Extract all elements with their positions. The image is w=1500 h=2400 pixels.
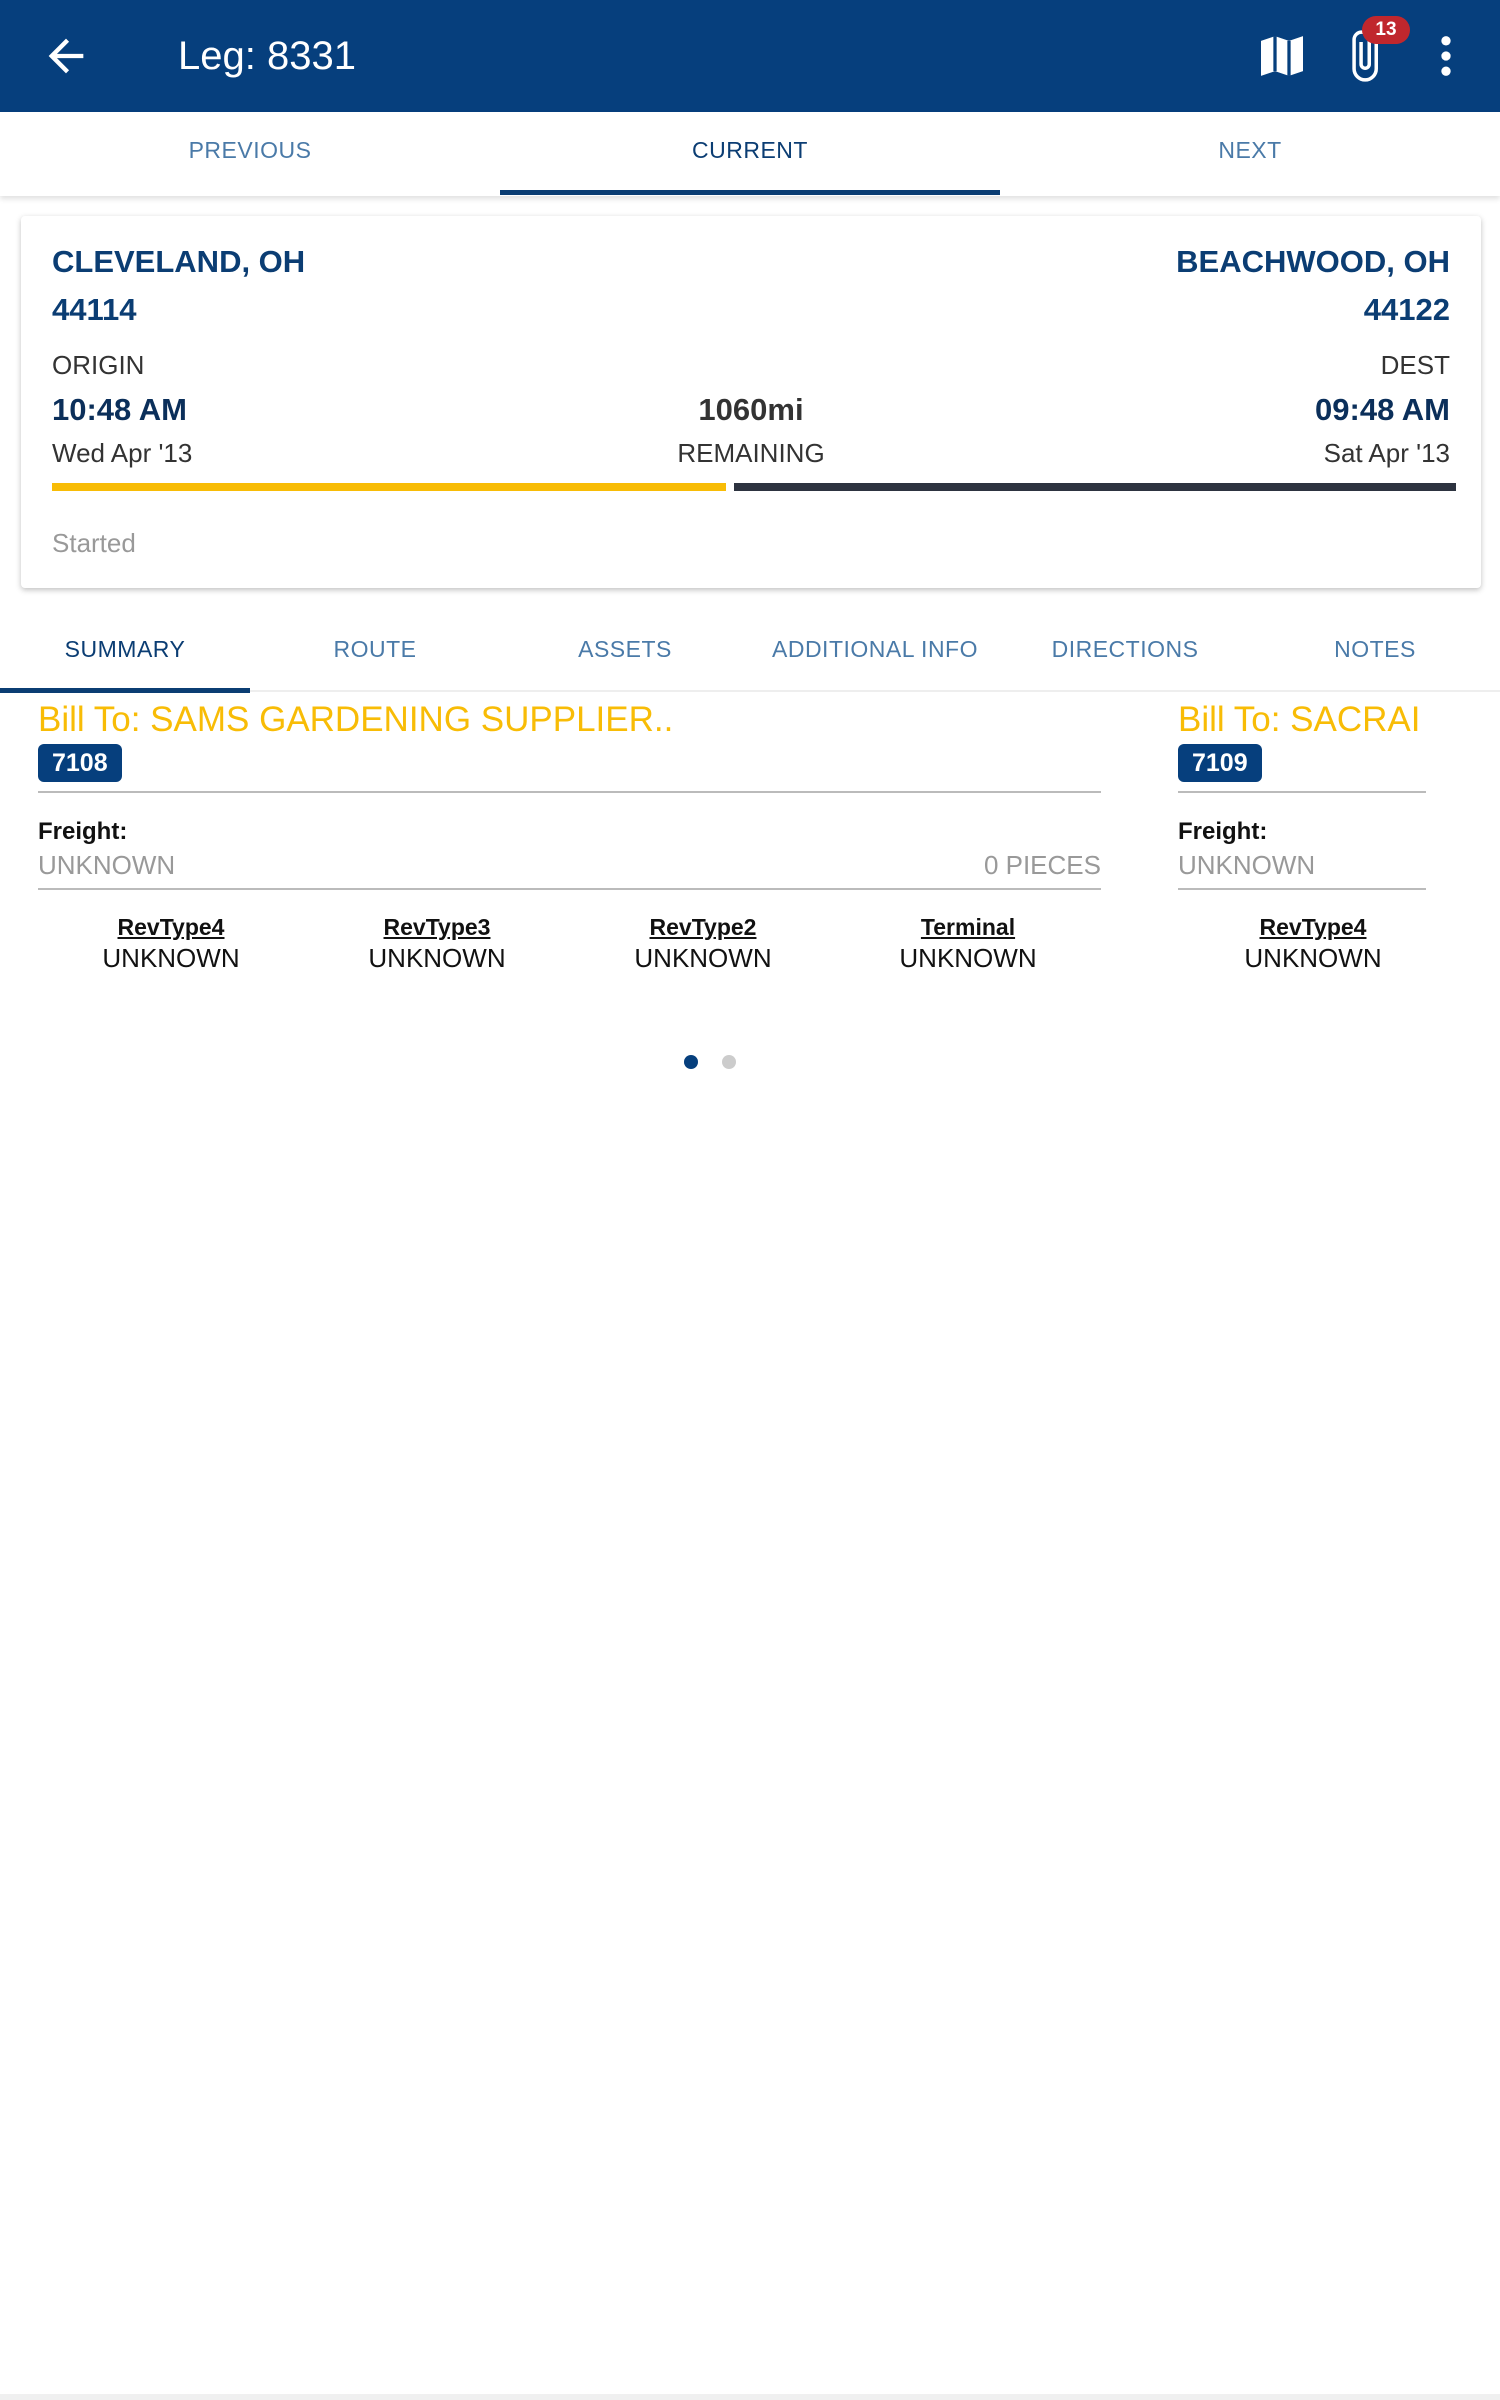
divider	[1178, 791, 1426, 793]
rev-field-label: RevType3	[383, 914, 491, 940]
leg-summary-card	[21, 216, 1481, 588]
origin-date: Wed Apr '13	[52, 438, 193, 468]
dest-zip: 44122	[1363, 292, 1450, 327]
origin-time: 10:48 AM	[52, 392, 187, 427]
tab-previous[interactable]: PREVIOUS	[188, 137, 312, 163]
order-card[interactable]	[38, 700, 1101, 980]
page-dot[interactable]	[722, 1055, 736, 1069]
page-dot[interactable]	[684, 1055, 698, 1069]
rev-field-label: RevType4	[1259, 914, 1367, 940]
progress-completed	[52, 483, 726, 491]
freight-value: UNKNOWN	[1178, 850, 1316, 880]
tab-directions[interactable]: DIRECTIONS	[1051, 636, 1199, 662]
origin-zip: 44114	[52, 292, 137, 327]
dest-time: 09:48 AM	[1315, 392, 1450, 427]
bill-to: Bill To: SAMS GARDENING SUPPLIER..	[38, 700, 674, 739]
rev-field-value: UNKNOWN	[899, 943, 1037, 973]
dest-date: Sat Apr '13	[1323, 438, 1450, 468]
attachment-count-badge: 13	[1362, 16, 1410, 44]
divider	[38, 888, 1101, 890]
tab-current[interactable]: CURRENT	[692, 137, 808, 163]
order-number-badge: 7109	[1178, 744, 1262, 782]
app-bar	[0, 0, 1500, 112]
rev-field	[1178, 914, 1426, 974]
dest-city: BEACHWOOD, OH	[1176, 244, 1450, 279]
divider	[1178, 888, 1426, 890]
back-arrow-icon[interactable]	[40, 30, 92, 82]
leg-status: Started	[52, 528, 136, 558]
origin-city: CLEVELAND, OH	[52, 244, 306, 279]
pieces-count: 0 PIECES	[983, 850, 1101, 880]
tab-notes[interactable]: NOTES	[1334, 636, 1416, 662]
leg-navigation-tabs	[0, 112, 1500, 196]
freight-value: UNKNOWN	[38, 850, 176, 880]
active-subtab-indicator	[0, 688, 250, 693]
rev-field-value: UNKNOWN	[368, 943, 506, 973]
freight-label: Freight:	[38, 818, 128, 845]
tab-summary[interactable]: SUMMARY	[64, 636, 186, 662]
tab-route[interactable]: ROUTE	[333, 636, 417, 662]
detail-tabs	[0, 608, 1500, 692]
tab-additional-info[interactable]: ADDITIONAL INFO	[772, 636, 978, 662]
origin-label: ORIGIN	[52, 350, 145, 380]
order-number-badge: 7108	[38, 744, 122, 782]
rev-field-label: RevType4	[117, 914, 225, 940]
remaining-label: REMAINING	[677, 438, 825, 468]
remaining-distance: 1060mi	[698, 392, 804, 427]
dest-label: DEST	[1380, 350, 1450, 380]
trip-progress-bar	[52, 483, 1456, 491]
page-title: Leg: 8331	[178, 34, 356, 78]
rev-field-value: UNKNOWN	[102, 943, 240, 973]
divider	[38, 791, 1101, 793]
rev-field-label: RevType2	[649, 914, 757, 940]
rev-field	[835, 914, 1101, 974]
progress-remaining	[734, 483, 1456, 491]
freight-label: Freight:	[1178, 818, 1268, 845]
rev-field-value: UNKNOWN	[634, 943, 772, 973]
rev-field-value: UNKNOWN	[1244, 943, 1382, 973]
bill-to: Bill To: SACRAI	[1178, 700, 1421, 739]
bottom-divider	[0, 2394, 1500, 2400]
order-card[interactable]	[1178, 700, 1426, 980]
map-icon[interactable]	[1254, 28, 1310, 84]
tab-next[interactable]: NEXT	[1218, 137, 1282, 163]
rev-field-label: Terminal	[920, 914, 1016, 940]
rev-field	[304, 914, 570, 974]
tab-assets[interactable]: ASSETS	[578, 636, 672, 662]
rev-field	[38, 914, 304, 974]
active-tab-indicator	[500, 190, 1000, 195]
rev-field	[570, 914, 836, 974]
more-vertical-icon[interactable]	[1418, 28, 1474, 84]
